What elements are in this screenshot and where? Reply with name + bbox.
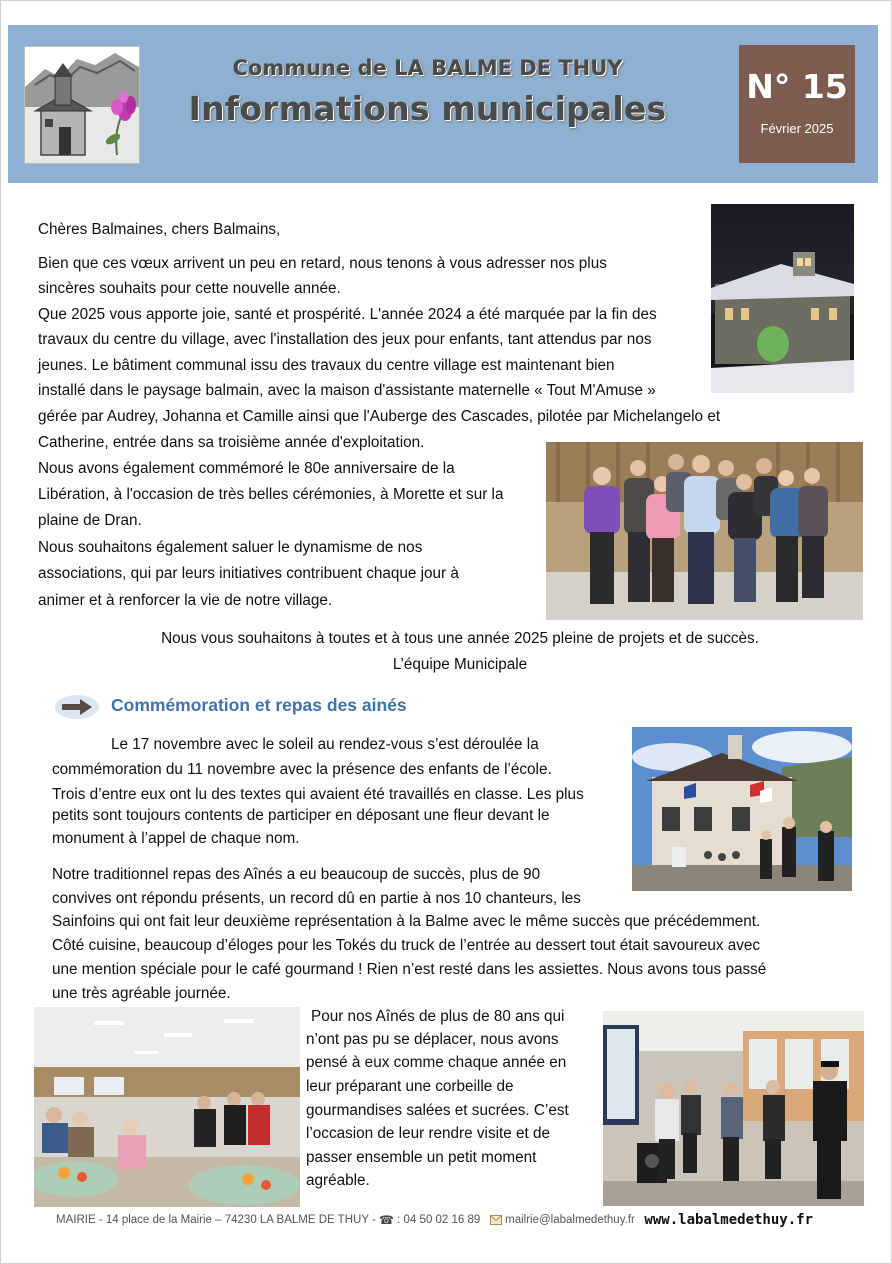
section-para-line: Pour nos Aînés de plus de 80 ans qui xyxy=(311,1008,565,1025)
photo-singers xyxy=(603,1011,864,1206)
editorial-line: Catherine, entrée dans sa troisième année d'exploitation. xyxy=(38,434,425,451)
issue-date: Février 2025 xyxy=(760,121,834,136)
editorial-line: installé dans le paysage balmain, avec la maison d'assistante maternelle « Tout M'Amuse » xyxy=(38,382,656,399)
editorial-line: Nous souhaitons également saluer le dynamisme de nos xyxy=(38,539,423,556)
footer-phone: : 04 50 02 16 89 xyxy=(397,1214,481,1226)
editorial-line: associations, qui par leurs initiatives contribuent chaque jour à xyxy=(38,565,459,582)
editorial-line: gérée par Audrey, Johanna et Camille ainsi que l'Auberge des Cascades, pilotée par Michelangelo et xyxy=(38,408,721,425)
section-para-line: leur préparant une corbeille de xyxy=(306,1078,514,1095)
photo-seniors-lunch xyxy=(34,1007,300,1207)
photo-municipal-team xyxy=(546,442,863,620)
editorial-greeting: Chères Balmaines, chers Balmains, xyxy=(38,221,281,238)
section-para-line: gourmandises salées et sucrées. C’est xyxy=(306,1102,569,1119)
footer-email[interactable]: mailrie@labalmedethuy.fr xyxy=(505,1214,635,1226)
footer-website-link[interactable]: www.labalmedethuy.fr xyxy=(644,1212,813,1228)
section-para-line: une très agréable journée. xyxy=(52,985,231,1002)
section-para-line: pensé à eux comme chaque année en xyxy=(306,1054,567,1071)
section-para-line: monument à l’appel de chaque nom. xyxy=(52,830,300,847)
section-para-line: commémoration du 11 novembre avec la présence des enfants de l’école. xyxy=(52,761,552,778)
section-para-line: une mention spéciale pour le café gourmand ! Rien n’est resté dans les assiettes. Nous avons tous passé xyxy=(52,961,767,978)
issue-badge xyxy=(739,45,855,163)
editorial-line: Nous avons également commémoré le 80e anniversaire de la xyxy=(38,460,455,477)
section-para-line: l’occasion de leur rendre visite et de xyxy=(306,1125,551,1142)
section-para-line: Notre traditionnel repas des Aînés a eu beaucoup de succès, plus de 90 xyxy=(52,866,541,883)
commune-logo xyxy=(24,46,140,164)
commune-name: Commune de LA BALME DE THUY xyxy=(232,56,623,80)
section-para-line: Le 17 novembre avec le soleil au rendez-vous s’est déroulée la xyxy=(111,736,539,753)
editorial-line: Que 2025 vous apporte joie, santé et prospérité. L'année 2024 a été marquée par la fin des xyxy=(38,306,657,323)
mail-icon xyxy=(490,1215,502,1225)
editorial-line: jeunes. Le bâtiment communal issu des travaux du centre village est maintenant bien xyxy=(38,357,615,374)
editorial-line: sincères souhaits pour cette nouvelle année. xyxy=(38,280,341,297)
editorial-line: travaux du centre du village, avec l'installation des jeux pour enfants, tant attendus par nos xyxy=(38,331,652,348)
editorial-line: animer et à renforcer la vie de notre village. xyxy=(38,592,333,609)
footer-address: MAIRIE - 14 place de la Mairie – 74230 LA BALME DE THUY - xyxy=(56,1214,376,1226)
newsletter-title: Informations municipales xyxy=(188,89,667,128)
section-para-line: petits sont toujours contents de participer en déposant une fleur devant le xyxy=(52,807,550,824)
section-para-line: passer ensemble un petit moment xyxy=(306,1149,537,1166)
editorial-closing: Nous vous souhaitons à toutes et à tous une année 2025 pleine de projets et de succès. xyxy=(161,630,759,647)
editorial-signature: L’équipe Municipale xyxy=(392,656,528,673)
photo-village-night xyxy=(711,204,854,393)
telephone-icon: ☎ xyxy=(379,1213,394,1227)
section-para-line: convives ont répondu présents, un record dû en partie à nos 10 chanteurs, les xyxy=(52,890,581,907)
logo-illustration xyxy=(25,47,139,163)
photo-commemoration xyxy=(632,727,852,891)
section-title: Commémoration et repas des ainés xyxy=(111,695,407,715)
section-para-line: Sainfoins qui ont fait leur deuxième représentation à la Balme avec le même succès que précédemment. xyxy=(52,913,761,930)
section-para-line: Côté cuisine, beaucoup d’éloges pour les Tokés du truck de l’entrée au dessert tout était savoureux avec xyxy=(52,937,761,954)
section-para-line: n’ont pas pu se déplacer, nous avons xyxy=(306,1031,559,1048)
section-para-line: agréable. xyxy=(306,1172,370,1189)
editorial-line: plaine de Dran. xyxy=(38,512,142,529)
editorial-line: Libération, à l'occasion de très belles cérémonies, à Morette et sur la xyxy=(38,486,504,503)
issue-number: N° 15 xyxy=(746,67,848,106)
section-para-line: Trois d’entre eux ont lu des textes qui avaient été travaillés en classe. Les plus xyxy=(52,786,584,803)
arrow-right-icon xyxy=(54,694,100,720)
footer xyxy=(56,1212,846,1232)
editorial-line: Bien que ces vœux arrivent un peu en retard, nous tenons à vous adresser nos plus xyxy=(38,255,607,272)
